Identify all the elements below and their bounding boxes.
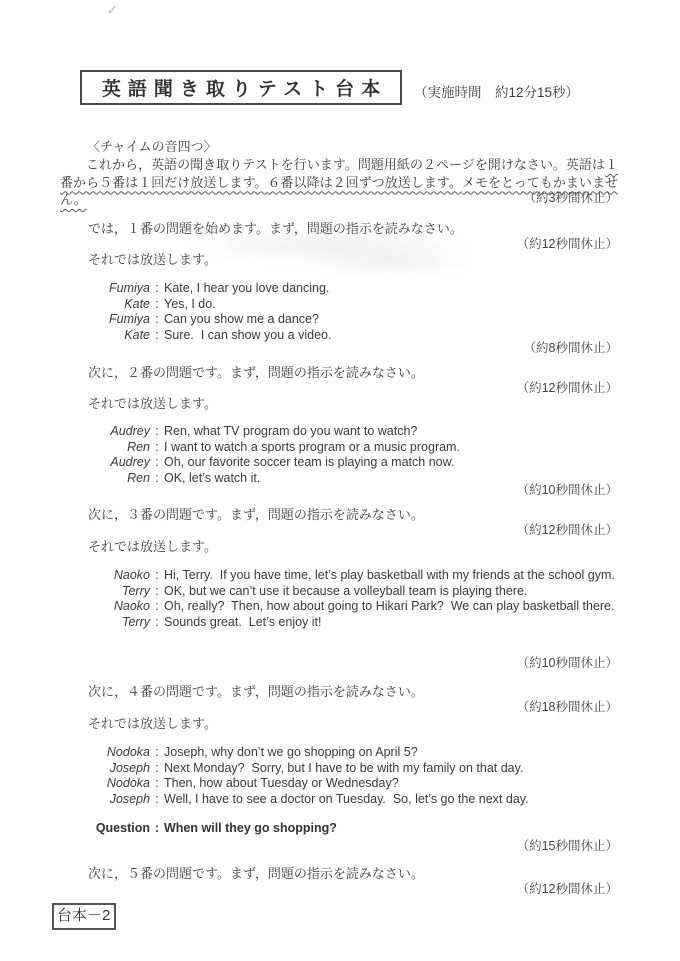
dialogue-text: Oh, our favorite soccer team is playing a match now. (164, 455, 455, 469)
dialogue-text: I want to watch a sports program or a music program. (164, 439, 460, 454)
section-3-broadcast: それでは放送します。 (88, 539, 217, 554)
speaker-name: Naoko (113, 599, 150, 613)
intro-underlined-1: １番から５番は１回だけ放送します。 (60, 157, 618, 190)
dialogue-line (84, 297, 630, 313)
intro-underlined-3: メモをとってもかまいません。 (60, 174, 618, 207)
check-mark: ✓ (106, 2, 119, 19)
pause-note: （約3秒間休止） (523, 191, 618, 205)
speaker-name: Ren (127, 439, 150, 454)
colon-separator: : (154, 821, 160, 835)
dialogue-text: Hi, Terry. If you have time, let’s play basketball with my friends at the school gym. (164, 568, 615, 582)
colon-separator: : (155, 424, 159, 438)
section-4-broadcast: それでは放送します。 (88, 716, 217, 731)
section-4-intro: 次に，４番の問題です。まず，問題の指示を読みなさい。 (88, 684, 424, 699)
speaker-name: Nodoka (106, 745, 150, 759)
dialogue-text: Sounds great. Let’s enjoy it! (164, 614, 322, 629)
dialogue-text: OK, let’s watch it. (164, 470, 261, 485)
colon-separator: : (155, 439, 159, 454)
section-3-pause-after: （約10秒間休止） (516, 656, 618, 670)
colon-separator: : (155, 281, 159, 295)
intro-underlined-2: ６番以降は２回ずつ放送します。 (267, 174, 462, 190)
speaker-name: Terry (121, 583, 150, 598)
chime-note: 〈チャイムの音四つ〉 (87, 139, 217, 154)
question-block (84, 821, 630, 837)
dialogue-text: Next Monday? Sorry, but I have to be with my family on that day. (164, 760, 524, 775)
section-2-pause-after: （約10秒間休止） (516, 483, 618, 497)
speaker-name: Terry (121, 614, 150, 629)
question-text: When will they go shopping? (164, 821, 337, 835)
section-2-intro: 次に，２番の問題です。まず，問題の指示を読みなさい。 (88, 365, 424, 380)
section-1-broadcast: それでは放送します。 (88, 252, 217, 267)
colon-separator: : (155, 568, 159, 582)
dialogue-line (84, 584, 630, 600)
colon-separator: : (155, 599, 159, 613)
speaker-name: Ren (127, 470, 150, 485)
section-4-pause-intro: （約18秒間休止） (516, 700, 618, 714)
section-5-pause-intro: （約12秒間休止） (516, 882, 618, 896)
colon-separator: : (155, 791, 159, 806)
dialogue-text: Can you show me a dance? (164, 312, 319, 326)
speaker-name: Fumiya (109, 312, 150, 326)
speaker-name: Nodoka (106, 776, 150, 790)
dialogue-text: Ren, what TV program do you want to watch? (164, 424, 418, 438)
colon-separator: : (155, 745, 159, 759)
intro-lead: これから，英語の聞き取りテストを行います。問題用紙の２ページを開けなさい。英語は (86, 157, 605, 172)
scan-artifact (300, 248, 480, 274)
section-1-pause-after: （約8秒間休止） (523, 341, 618, 355)
dialogue-line (84, 761, 630, 777)
question-label: Question (95, 821, 150, 835)
question-line (84, 821, 630, 837)
speaker-name: Joseph (109, 791, 150, 806)
dialogue-line (84, 615, 630, 631)
colon-separator: : (155, 776, 159, 790)
colon-separator: : (155, 760, 159, 775)
dialogue-line (84, 792, 630, 808)
speaker-name: Kate (124, 327, 150, 342)
page-number: 台本－2 (57, 907, 111, 924)
colon-separator: : (155, 455, 159, 469)
speaker-name: Fumiya (109, 281, 150, 295)
dialogue-text: Oh, really? Then, how about going to Hikari Park? We can play basketball there. (164, 599, 615, 613)
dialogue-line (84, 281, 630, 297)
section-1-pause-intro: （約12秒間休止） (516, 237, 618, 251)
speaker-name: Audrey (110, 455, 150, 469)
dialogue-4 (84, 745, 630, 807)
dialogue-text: Kate, I hear you love dancing. (164, 281, 330, 295)
speaker-name: Naoko (113, 568, 150, 582)
dialogue-line (84, 568, 630, 584)
dialogue-1 (84, 281, 630, 343)
dialogue-text: Sure. I can show you a video. (164, 327, 332, 342)
dialogue-line (84, 312, 630, 328)
dialogue-line (84, 776, 630, 792)
duration-note: （実施時間 約12分15秒） (414, 85, 580, 100)
page-number-box (52, 903, 116, 930)
dialogue-text: Then, how about Tuesday or Wednesday? (164, 776, 399, 790)
dialogue-text: Yes, I do. (164, 296, 216, 311)
section-2-broadcast: それでは放送します。 (88, 396, 217, 411)
colon-separator: : (155, 312, 159, 326)
section-3-pause-intro: （約12秒間休止） (516, 523, 618, 537)
speaker-name: Kate (124, 296, 150, 311)
section-2-pause-intro: （約12秒間休止） (516, 381, 618, 395)
dialogue-2 (84, 424, 630, 486)
dialogue-text: Well, I have to see a doctor on Tuesday. So, let’s go the next day. (164, 791, 529, 806)
dialogue-line (84, 424, 630, 440)
dialogue-text: Joseph, why don’t we go shopping on April 5? (164, 745, 418, 759)
dialogue-line (84, 599, 630, 615)
speaker-name: Audrey (110, 424, 150, 438)
dialogue-line (84, 440, 630, 456)
dialogue-3 (84, 568, 630, 630)
dialogue-line (84, 745, 630, 761)
dialogue-text: OK, but we can’t use it because a volleyball team is playing there. (164, 583, 528, 598)
colon-separator: : (155, 583, 159, 598)
colon-separator: : (155, 327, 159, 342)
section-3-intro: 次に，３番の問題です。まず，問題の指示を読みなさい。 (88, 507, 424, 522)
page-title: 英語聞き取りテスト台本 (101, 79, 388, 100)
colon-separator: : (155, 470, 159, 485)
section-1-intro: では，１番の問題を始めます。まず，問題の指示を読みなさい。 (88, 221, 463, 236)
section-5-intro: 次に，５番の問題です。まず，問題の指示を読みなさい。 (88, 866, 424, 881)
speaker-name: Joseph (109, 760, 150, 775)
dialogue-line (84, 455, 630, 471)
colon-separator: : (155, 614, 159, 629)
colon-separator: : (155, 296, 159, 311)
section-4-pause-after: （約15秒間休止） (516, 839, 618, 853)
title-box (80, 70, 402, 105)
